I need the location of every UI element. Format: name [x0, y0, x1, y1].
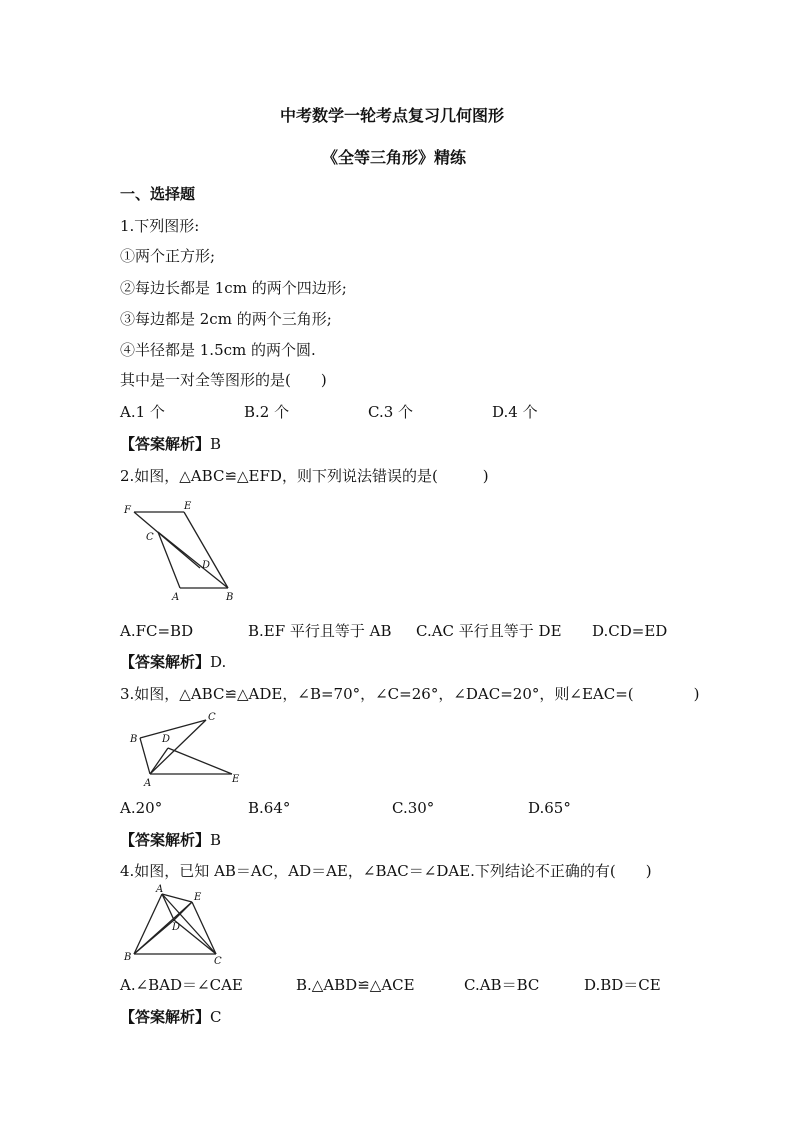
q1-item-4: ④半径都是 1.5cm 的两个圆. [120, 341, 316, 359]
q3-answer [120, 830, 221, 850]
label-b: B [226, 592, 234, 603]
label-a: A [156, 884, 164, 895]
label-e: E [232, 774, 240, 785]
q1-item-2: ②每边长都是 1cm 的两个四边形; [120, 279, 347, 297]
segment-ab [134, 894, 162, 954]
q4-figure [124, 884, 234, 968]
q3-figure [124, 708, 254, 788]
q1-option-c: C.3 个 [368, 403, 414, 421]
q2-figure [118, 498, 248, 608]
label-c: C [208, 712, 216, 723]
q1-stem: 1.下列图形: [120, 217, 200, 235]
answer-value: D. [210, 653, 227, 671]
label-d: D [162, 734, 171, 745]
label-d: D [172, 922, 181, 933]
q1-answer [120, 434, 221, 454]
section-heading: 一、选择题 [120, 185, 196, 203]
segment-dc [174, 920, 216, 954]
q4-option-d: D.BD＝CE [584, 976, 661, 994]
q4-option-b: B.△ABD≌△ACE [296, 976, 415, 994]
segment-ba [140, 738, 150, 774]
q1-option-d: D.4 个 [492, 403, 538, 421]
page-title-line2: 《全等三角形》精练 [322, 148, 467, 167]
segment-ad [162, 894, 174, 920]
q3-stem: 3.如图，△ABC≌△ADE，∠B=70°，∠C=26°，∠DAC=20°，则∠EAC=( ) [120, 685, 700, 703]
q1-item-1: ①两个正方形; [120, 247, 216, 265]
segment-ad [150, 748, 168, 774]
q4-option-a: A.∠BAD＝∠CAE [120, 976, 243, 994]
segment-ae [162, 894, 192, 902]
page-title-line1: 中考数学一轮考点复习几何图形 [280, 106, 505, 125]
label-e: E [194, 892, 202, 903]
label-a: A [172, 592, 180, 603]
q4-stem: 4.如图，已知 AB＝AC，AD＝AE，∠BAC＝∠DAE.下列结论不正确的有( ) [120, 862, 652, 880]
q2-option-d: D.CD=ED [592, 622, 668, 640]
q1-option-a: A.1 个 [120, 403, 165, 421]
q1-item-3: ③每边都是 2cm 的两个三角形; [120, 310, 332, 328]
q2-option-b: B.EF 平行且等于 AB [248, 622, 392, 640]
q2-option-c: C.AC 平行且等于 DE [416, 622, 562, 640]
segment-eb [184, 512, 228, 588]
answer-label: 【答案解析】 [120, 435, 211, 453]
label-e: E [184, 501, 192, 512]
answer-label: 【答案解析】 [120, 653, 211, 671]
q2-option-a: A.FC=BD [120, 622, 194, 640]
answer-value: B [210, 831, 222, 849]
q2-stem: 2.如图，△ABC≌△EFD，则下列说法错误的是( ) [120, 467, 489, 485]
answer-value: C [210, 1008, 222, 1026]
q2-answer [120, 652, 226, 672]
q1-option-b: B.2 个 [244, 403, 290, 421]
label-c: C [214, 956, 222, 967]
label-b: B [130, 734, 138, 745]
label-f: F [124, 505, 131, 516]
q3-option-d: D.65° [528, 799, 571, 817]
answer-value: B [210, 435, 222, 453]
answer-label: 【答案解析】 [120, 1008, 211, 1026]
segment-de [168, 748, 232, 774]
q4-answer [120, 1007, 222, 1027]
label-a: A [144, 778, 152, 789]
answer-label: 【答案解析】 [120, 831, 211, 849]
segment-ec [192, 902, 216, 954]
q3-option-c: C.30° [392, 799, 435, 817]
q1-ask: 其中是一对全等图形的是( ) [120, 371, 327, 389]
q4-option-c: C.AB＝BC [464, 976, 540, 994]
q3-option-a: A.20° [120, 799, 163, 817]
label-c: C [146, 532, 154, 543]
q3-option-b: B.64° [248, 799, 291, 817]
label-d: D [202, 560, 211, 571]
label-b: B [124, 952, 132, 963]
